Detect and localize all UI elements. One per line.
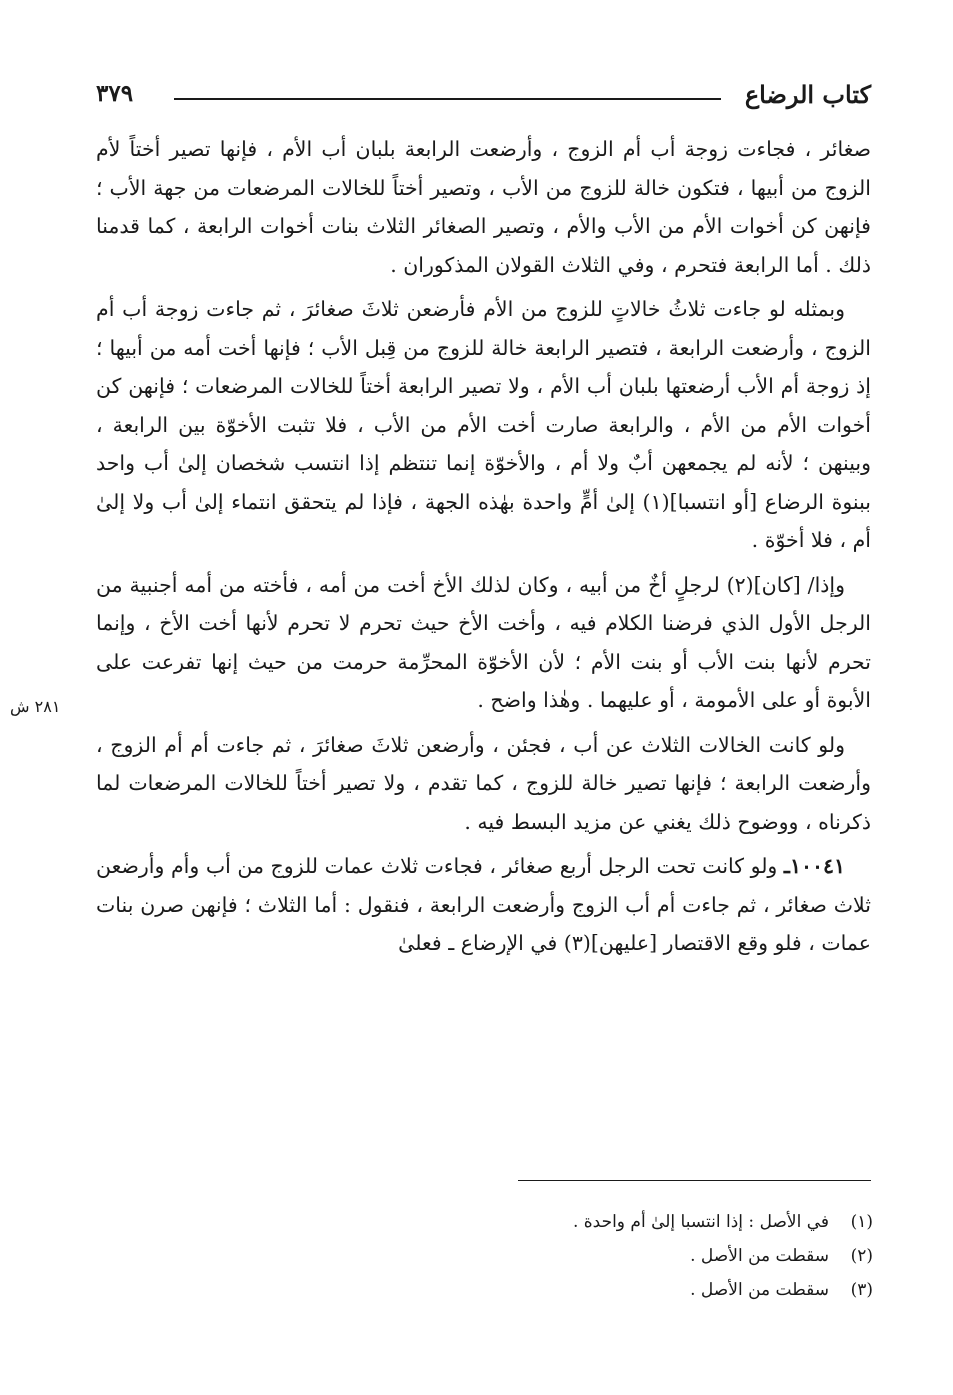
header-rule <box>174 98 721 100</box>
issue-text: ولو كانت تحت الرجل أربع صغائر ، فجاءت ثلاث عمات للزوج من أب وأم وأرضعن ثلاث صغائر ، ثم جاءت أم أب الزوج وأرضعت الرابعة ، فنقول : أما الثلاث ؛ فإنهن صرن بنات عمات ، فلو وقع الاقتصار [عليهن](٣) في الإرضاع ـ فعلىٰ <box>96 854 871 955</box>
issue-number: ١٠٠٤١ـ <box>783 854 845 878</box>
paragraph: ولو كانت الخالات الثلاث عن أب ، فجئن ، وأرضعن ثلاثَ صغائرَ ، ثم جاءت أم أم الزوج ، وأرضعت الرابعة ؛ فإنها تصير خالة للزوج ، كما تقدم ، ولا تصير أختاً للخالات المرضعات لما ذكرناه ، ووضوح ذلك يغني عن مزيد البسط فيه . <box>96 732 871 834</box>
footnote-number: (١) <box>850 1212 873 1232</box>
paragraph: صغائر ، فجاءت زوجة أب أم الزوج ، وأرضعت الرابعة بلبان أب الأم ، فإنها تصير أختاً لأم الزوج من أبيها ، فتكون خالة للزوج من الأب ، وتصير أختاً للخالات المرضعات من جهة الأب ؛ فإنهن كن أخوات الأم من الأب والأم ، وتصير الصغائر الثلاث بنات أخوات الرابعة ، كما قدمنا ذلك . أما الرابعة فتحرم ، وفي الثلاث القولان المذكوران . <box>96 137 871 277</box>
paragraph: وبمثله لو جاءت ثلاثُ خالاتٍ للزوج من الأم فأرضعن ثلاثَ صغائرَ ، ثم جاءت زوجة أب أم الزوج ، وأرضعت الرابعة ، فتصير الرابعة خالة للزوج من قِبل الأب ؛ فإنها أخت أمه من أبيها ؛ إذ زوجة أم الأب أرضعتها بلبان أب الأم ، ولا تصير الرابعة أختاً للخالات المرضعات ؛ فإنهن كن أخوات الأم من الأم ، والرابعة صارت أخت الأم من الأب ، فلا تثبت الأخوّة بين الرابعة ، وبينهن ؛ لأنه لم يجمعهن أبٌ ولا أم ، والأخوّة إنما تنتظم إذا انتسب شخصان إلىٰ أب واحد ببنوة الرضاع [أو انتسبا](١) إلىٰ أمٍّ واحدة بهٰذه الجهة ، فإذا لم يتحقق انتماء إلىٰ أب ولا إلىٰ أم ، فلا أخوّة . <box>96 297 871 552</box>
footnotes <box>300 1205 873 1307</box>
paragraph: وإذا/ [كان](٢) لرجلٍ أخٌ من أبيه ، وكان لذلك الأخ أخت من أمه ، فأخته من أمه أجنبية من الرجل الأول الذي فرضنا الكلام فيه ، وأخت الأخ حيث تحرم لا تحرم لأنها أخت الأخ ، وإنما تحرم لأنها بنت الأب أو بنت الأم ؛ لأن الأخوّة المحرِّمة حرمت من حيث إنها تفرعت على الأبوة أو على الأمومة ، أو عليهما . وهٰذا واضح . <box>96 572 871 712</box>
footnote-text: سقطت من الأصل . <box>690 1246 829 1266</box>
footnote-number: (٢) <box>850 1246 873 1266</box>
footnote-number: (٣) <box>850 1280 873 1300</box>
footnote <box>300 1273 873 1307</box>
footnote <box>300 1205 873 1239</box>
margin-note: ٢٨١ ش <box>10 697 61 716</box>
paragraph-issue <box>96 847 871 963</box>
page-number: ٣٧٩ <box>96 80 134 107</box>
main-text <box>96 130 871 969</box>
page-header <box>96 76 871 116</box>
footnote-text: سقطت من الأصل . <box>690 1280 829 1300</box>
footnote-rule <box>518 1180 871 1181</box>
running-title: كتاب الرضاع <box>744 80 871 109</box>
footnote-text: في الأصل : إذا انتسبا إلىٰ أم واحدة . <box>572 1212 829 1232</box>
footnote <box>300 1239 873 1273</box>
